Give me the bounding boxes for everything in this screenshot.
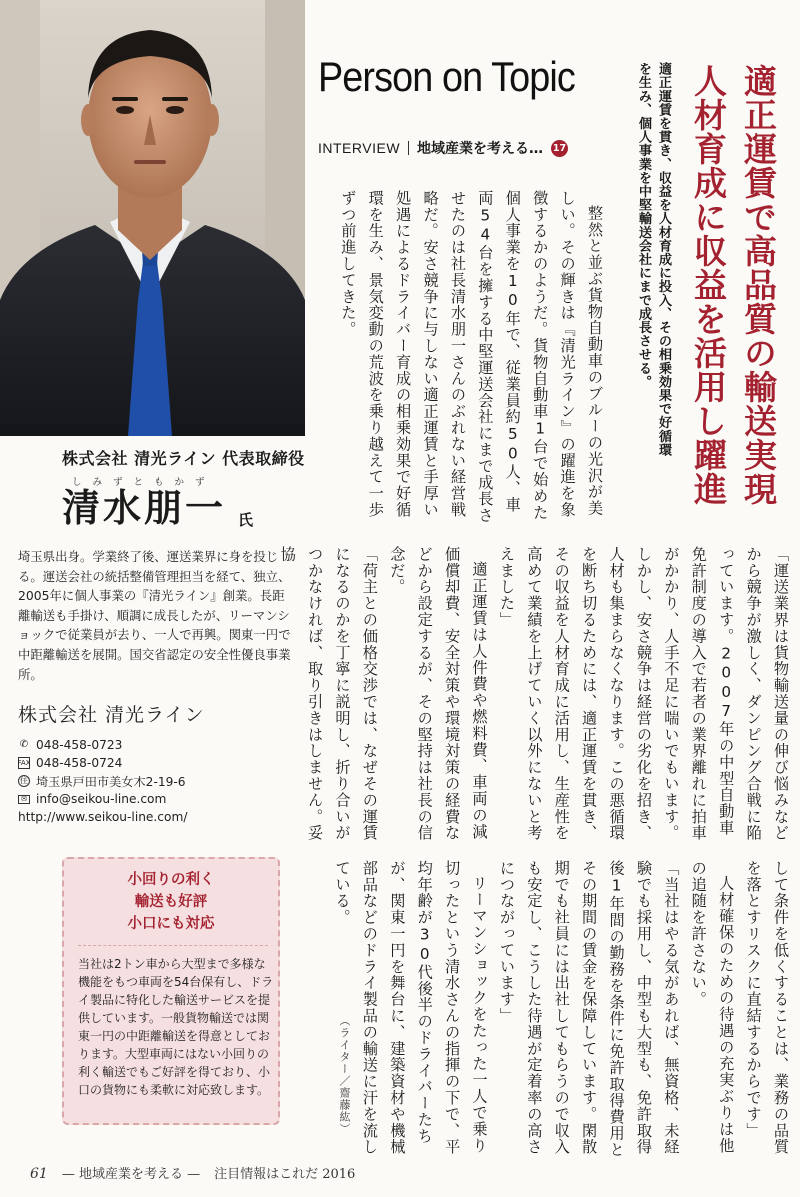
- series-name: 地域産業を考える…: [417, 141, 544, 157]
- article-paragraph: 整然と並ぶ貨物自動車のブルーの光沢が美しい。その輝きは『清光ライン』の躍進を象徴するかのようだ。貨物自動車1台で始めた個人事業を10年で、従業員約50人、車両54台を擁する中堅運送会社にまで成長させたのは社長清水朋一さんのぶれない経営戦略だ。安さ競争に与しない適正運賃と手厚い処遇によるドライバー育成の相乗効果で好循環を生み、景気変動の荒波を乗り越えて一歩ずつ前進してきた。: [339, 190, 604, 524]
- headline-line-2: 人材育成に収益を活用し躍進: [689, 64, 728, 506]
- page-number: 61: [30, 1166, 48, 1182]
- series-number-badge: 17: [551, 140, 568, 157]
- article-paragraph: 適正運賃は人件費や燃料費、車両の減価償却費、安全対策や環境対策の経費などから設定するが、その堅持は社長の信念だ。: [388, 546, 489, 842]
- address-row: [18, 773, 186, 789]
- article-paragraph: 「荷主との価格交渉では、なぜその運賃になるのかを丁寧に説明し、折り合いがつかなければ、取り引きはしません。妥協: [278, 546, 379, 842]
- interviewee-honorific: 氏: [238, 511, 254, 529]
- section-title: Person on Topic: [318, 53, 575, 100]
- interviewee-ruby: しみずともかず: [72, 477, 216, 488]
- service-highlight-heading: [64, 869, 278, 935]
- heading-line-3: 小口にも対応: [127, 916, 215, 932]
- article-middle-column: [278, 546, 794, 842]
- article-paragraph: して条件を低くすることは、業務の品質を落とすリスクに直結するからです」: [744, 860, 790, 1156]
- interviewee-name: 清水朋一: [62, 486, 227, 530]
- portrait-photo: [0, 0, 305, 436]
- portrait-illustration: [0, 0, 305, 436]
- article-paragraph: リーマンショックをたった一人で乗り切ったという清水さんの指揮の下で、平均年齢が30代後半のドライバーたちが、関東一円を舞台に、建築資材や機械部品などのドライ製品の輸送に汗を流している。: [333, 860, 489, 1156]
- url-row: [18, 809, 187, 825]
- footer-publication: 注目情報はこれだ 2016: [214, 1167, 356, 1182]
- series-row: [318, 138, 568, 158]
- biography-text: 埼玉県出身。学業終了後、運送業界に身を投じる。運送会社の統括整備管理担当を経て、独立、2005年に個人事業の『清光ライン』創業。長距離輸送も手掛け、順調に成長したが、リーマンショックで従業員が去り、一人で再興。関東一円で中距離輸送を展開。国交省認定の安全性優良事業所。: [18, 549, 291, 682]
- address-text: 埼玉県戸田市美女木2-19-6: [36, 774, 186, 789]
- company-name: 株式会社 清光ライン: [18, 704, 205, 726]
- phone-number: 048-458-0723: [36, 738, 123, 752]
- service-highlight-box: [62, 857, 280, 1125]
- article-paragraph: 「運送業界は貨物輸送量の伸び悩みなどから競争が激しく、ダンピング合戦に陥っています。2007年の中型自動車免許制度の導入で若者の業界離れに拍車がかかり、人手不足に喘いでもいます。しかし、安さ競争は経営の劣化を招き、人材も集まらなくなります。この悪循環を断ち切るためには、適正運賃を貫き、その収益を人材育成に活用し、生産性を高めて業績を上げていく以外にないと考えました」: [497, 546, 790, 842]
- mail-icon: ✉: [18, 795, 30, 804]
- headline-line-1: 適正運賃で高品質の輸送実現: [739, 64, 778, 506]
- interview-label: INTERVIEW: [318, 140, 401, 156]
- phone-icon: ✆: [19, 739, 29, 750]
- heading-line-2: 輸送も好評: [134, 894, 208, 910]
- article-top-column: [318, 190, 608, 526]
- footer: [30, 1163, 355, 1182]
- article-paragraph: 「当社はやる気があれば、無資格、未経験でも採用し、中型も大型も、免許取得後1年間の勤務を条件に免許取得費用とその期間の賃金を保障しています。閑散期でも社員には出社してもらうので収入も安定し、こうした待遇が定着率の高さにつながっています」: [497, 860, 681, 1158]
- writer-credit: （ライター／齋藤紘）: [338, 1015, 351, 1135]
- heading-line-1: 小回りの利く: [127, 872, 215, 888]
- fax-number: 048-458-0724: [36, 756, 123, 770]
- email-row: [18, 791, 166, 807]
- series-divider: [408, 141, 409, 155]
- interviewee-affiliation: 株式会社 清光ライン 代表取締役: [62, 449, 305, 468]
- service-highlight-body: 当社は2トン車から大型まで多様な機能をもつ車両を54台保有し、ドライ製品に特化した輸送サービスを提供しています。一般貨物輸送では関東一円の中距離輸送を得意としております。大型車両にはない小回りの利く輸送でもご好評を得ており、小口の貨物にも柔軟に対応致します。: [78, 957, 274, 1097]
- divider: [78, 945, 268, 946]
- lead-line-2: を生み、個人事業を中堅輸送会社にまで成長させる。: [636, 62, 651, 389]
- website-link[interactable]: http://www.seikou-line.com/: [18, 810, 188, 824]
- fax-icon: FAX: [17, 759, 31, 767]
- email-link[interactable]: info@seikou-line.com: [36, 792, 167, 806]
- phone-row: [18, 737, 122, 753]
- address-icon: 住: [20, 776, 28, 785]
- article-paragraph: 人材確保のための待遇の充実ぶりは他の追随を許さない。: [689, 860, 736, 1154]
- fax-row: [18, 755, 122, 771]
- lead-line-1: 適正運賃を貫き、収益を人材育成に投入、その相乗効果で好循環: [656, 62, 671, 457]
- footer-series: — 地域産業を考える —: [61, 1167, 201, 1182]
